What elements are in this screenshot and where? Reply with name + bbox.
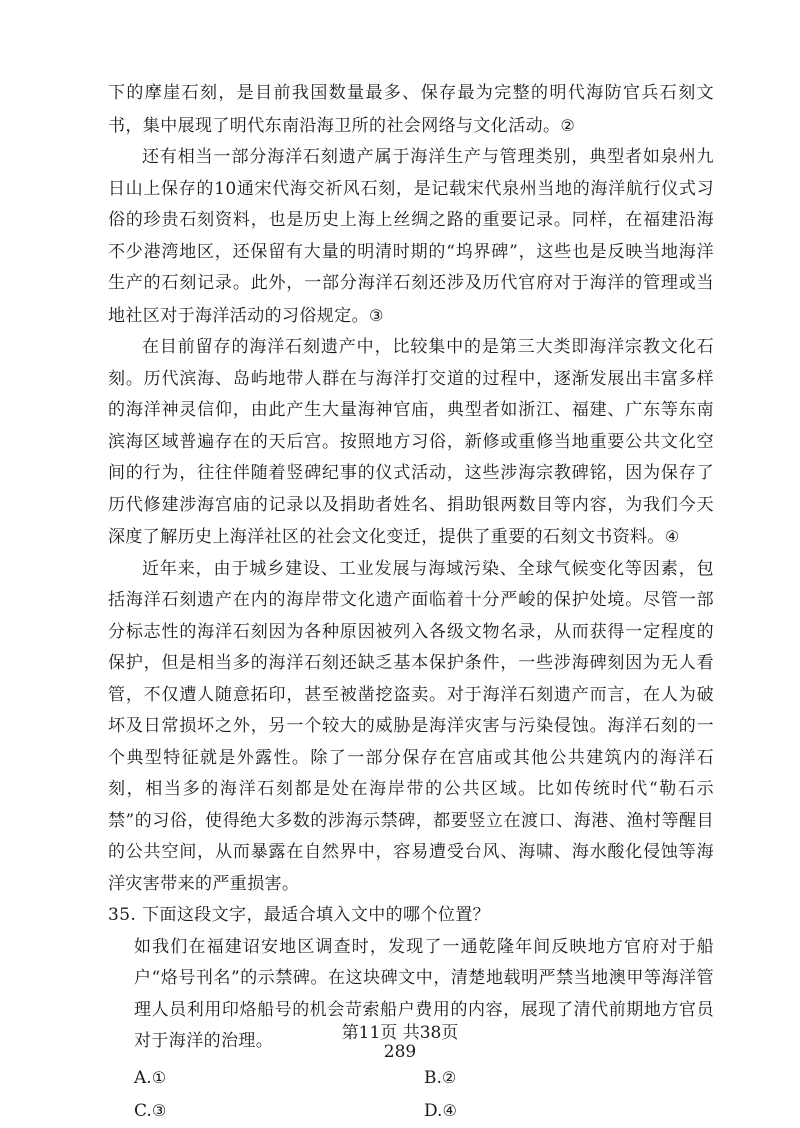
position-marker-3: ③: [369, 305, 384, 325]
question-block: [108, 900, 714, 1128]
position-marker-2: ②: [560, 115, 576, 135]
position-marker-4: ④: [664, 527, 680, 546]
page-number: 289: [383, 1042, 417, 1062]
question-number: 35.: [108, 905, 137, 925]
paragraph-4: 近年来，由于城乡建设、工业发展与海域污染、全球气候变化等因素，包括海洋石刻遗产在内的海岸带文化遗产面临着十分严峻的保护处境。尽管一部分标志性的海洋石刻因为各种原因被列入各级文物名录，从而获得一定程度的保护，但是相当多的海洋石刻还缺乏基本保护条件，一些涉海碑刻因为无人看管，不仅遭人随意拓印，甚至被凿挖盗卖。对于海洋石刻遗产而言，在人为破坏及日常损坏之外，另一个较大的威胁是海洋灾害与污染侵蚀。海洋石刻的一个典型特征就是外露性。除了一部分保存在宫庙或其他公共建筑内的海洋石刻，相当多的海洋石刻都是处在海岸带的公共区域。比如传统时代“勒石示禁”的习俗，使得绝大多数的涉海示禁碑，都要竖立在渡口、海港、渔村等醒目的公共空间，从而暴露在自然界中，容易遭受台风、海啸、海水酸化侵蚀等海洋灾害带来的严重损害。: [108, 558, 714, 894]
article-body: [108, 78, 714, 900]
question-stem: 35. 下面这段文字，最适合填入文中的哪个位置？: [108, 905, 491, 925]
option-d[interactable]: D.④: [424, 1101, 457, 1121]
paragraph-1: 下的摩崖石刻，是目前我国数量最多、保存最为完整的明代海防官兵石刻文书，集中展现了明代东南沿海卫所的社会网络与文化活动。②: [108, 83, 714, 136]
page-indicator: 第11页 共38页: [341, 1023, 459, 1043]
option-c[interactable]: C.③: [134, 1101, 167, 1121]
paragraph-2: 还有相当一部分海洋石刻遗产属于海洋生产与管理类别，典型者如泉州九日山上保存的10通宋代海交祈风石刻，是记载宋代泉州当地的海洋航行仪式习俗的珍贵石刻资料，也是历史上海上丝绸之路的重要记录。同样，在福建沿海不少港湾地区，还保留有大量的明清时期的“坞界碑”，这些也是反映当地海洋生产的石刻记录。此外，一部分海洋石刻还涉及历代官府对于海洋的管理或当地社区对于海洋活动的习俗规定。③: [108, 147, 714, 326]
option-b[interactable]: B.②: [424, 1068, 457, 1088]
paragraph-3: 在目前留存的海洋石刻遗产中，比较集中的是第三大类即海洋宗教文化石刻。历代滨海、岛屿地带人群在与海洋打交道的过程中，逐渐发展出丰富多样的海洋神灵信仰，由此产生大量海神官庙，典型者如浙江、福建、广东等东南滨海区域普遍存在的天后宫。按照地方习俗，新修或重修当地重要公共文化空间的行为，往往伴随着竖碑纪事的仪式活动，这些涉海宗教碑铭，因为保存了历代修建涉海宫庙的记录以及捐助者姓名、捐助银两数目等内容，为我们今天深度了解历史上海洋社区的社会文化变迁，提供了重要的石刻文书资料。④: [108, 337, 714, 547]
option-a[interactable]: A.①: [134, 1068, 167, 1088]
answer-options: [108, 1062, 714, 1128]
question-passage: 如我们在福建诏安地区调查时，发现了一通乾隆年间反映地方官府对于船户“烙号刊名”的示禁碑。在这块碑文中，清楚地载明严禁当地澳甲等海洋管理人员利用印烙船号的机会苛索船户费用的内容，展现了清代前期地方官员对于海洋的治理。: [134, 936, 714, 1051]
